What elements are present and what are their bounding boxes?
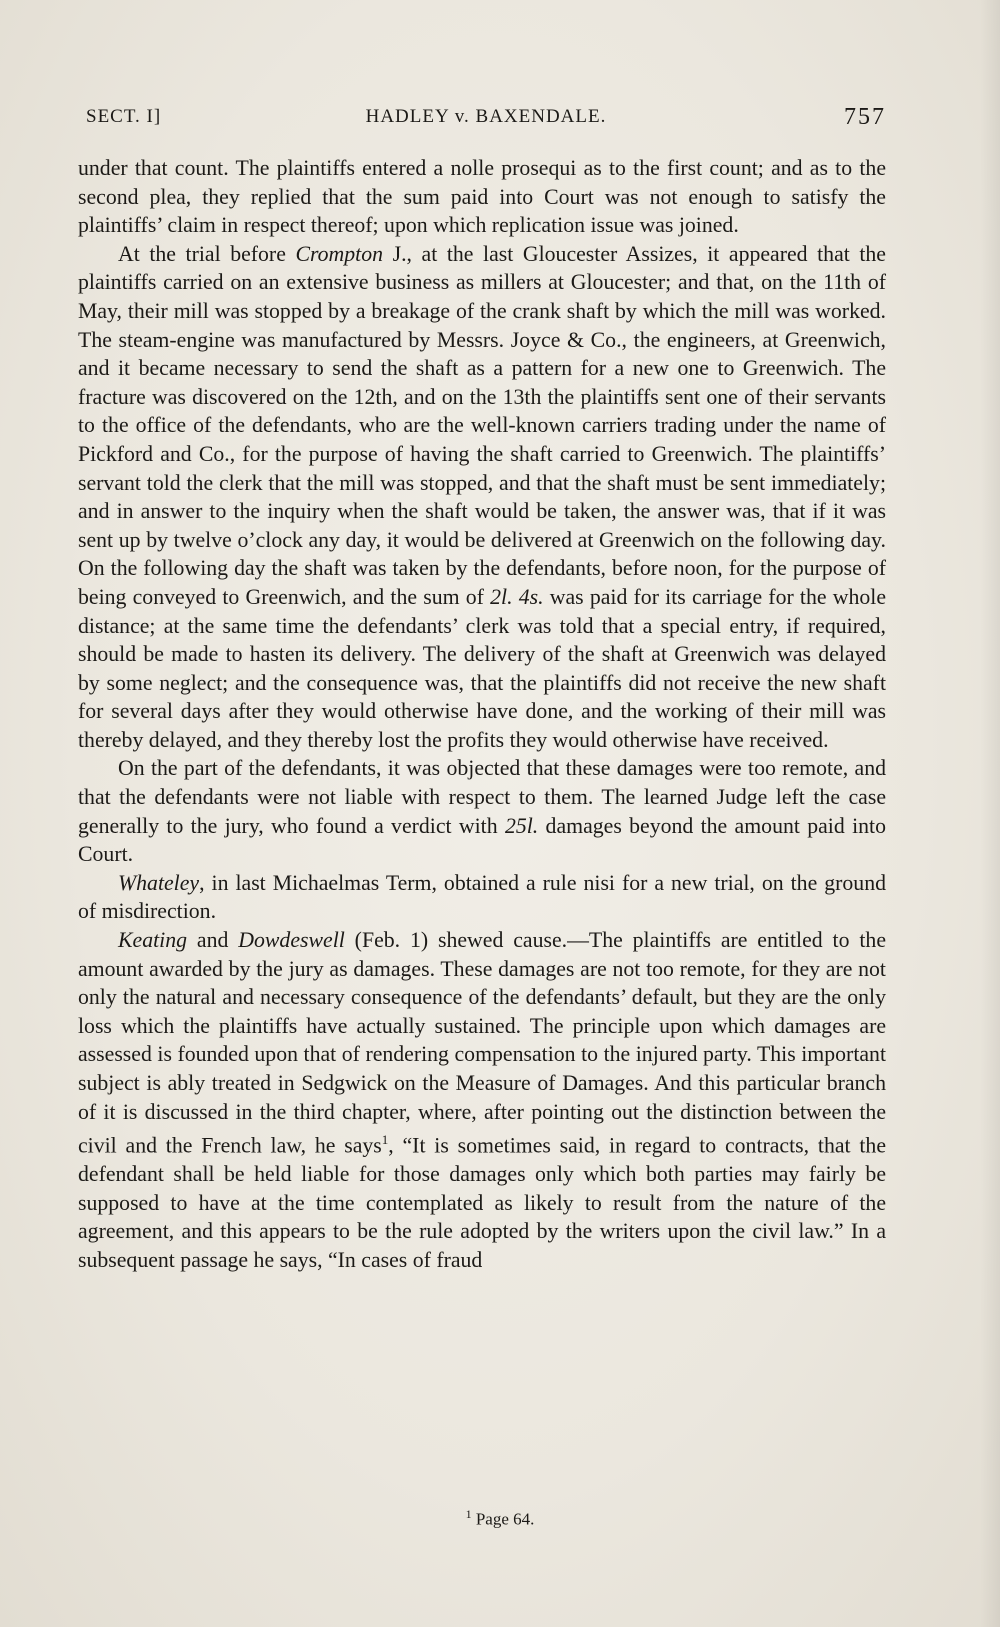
text-segment: damages beyond the amount paid into Court. xyxy=(78,813,886,867)
footnote-text: Page 64. xyxy=(471,1509,535,1529)
paragraph xyxy=(78,869,886,926)
italic-text: Keating xyxy=(118,928,188,953)
paragraph xyxy=(78,926,886,1274)
text-segment: , “It is sometimes said, in regard to contracts, that the defendant shall be held liable for those damages only which both parties may fairly be supposed to have at the time contemplated as likely to result from the nature of the agreement, and this appears to be the rule adopted by the writers upon the civil law.” In a subsequent passage he says, “In cases of fraud xyxy=(78,1133,886,1272)
text-segment: On the part of the defendants, it was objected that these damages were too remote, and that the defendants were not liable with respect to them. The learned Judge left the case generally to the jury, who found a verdict with xyxy=(78,756,886,838)
paragraph xyxy=(78,240,886,755)
text-segment: J., at the last Gloucester Assizes, it appeared that the plaintiffs carried on an extensive business as millers at Gloucester; and that, on the 11th of May, their mill was stopped by a breakage of the crank shaft by which the mill was worked. The steam-engine was manufactured by Messrs. Joyce & Co., the engineers, at Greenwich, and it became necessary to send the shaft as a pattern for a new one to Greenwich. The fracture was discovered on the 12th, and on the 13th the plaintiffs sent one of their servants to the office of the defendants, who are the well-known carriers trading under the name of Pickford and Co., for the purpose of having the shaft carried to Greenwich. The plaintiffs’ servant told the clerk that the mill was stopped, and that the shaft must be sent immediately; and in answer to the inquiry when the shaft would be taken, the answer was, that if it was sent up by twelve o’clock any day, it would be delivered at Greenwich on the following day. On the following day the shaft was taken by the defendants, before noon, for the purpose of being conveyed to Greenwich, and the sum of xyxy=(78,241,886,609)
running-header xyxy=(86,100,886,134)
text-segment: was paid for its carriage for the whole distance; at the same time the defendants’ clerk was told that a special entry, if required, should be made to hasten its delivery. The delivery of the shaft at Greenwich was delayed by some neglect; and the consequence was, that the plaintiffs did not receive the new shaft for several days after they would otherwise have done, and the working of their mill was thereby delayed, and they thereby lost the profits they would otherwise have received. xyxy=(78,584,887,752)
text-segment: under that count. The plaintiffs entered a nolle prosequi as to the first count; and as to the second plea, they replied that the sum paid into Court was not enough to satisfy the plaintiffs’ claim in respect thereof; upon which replication issue was joined. xyxy=(78,156,886,238)
text-segment: , in last Michaelmas Term, obtained a rule nisi for a new trial, on the ground of misdirection. xyxy=(78,870,886,924)
section-label: SECT. I] xyxy=(86,106,162,127)
text-segment: (Feb. 1) shewed cause.—The plaintiffs are entitled to the amount awarded by the jury as damages. These damages are not too remote, for they are not only the natural and necessary consequence of the defendants’ default, but they are the only loss which the plaintiffs have actually sustained. The principle upon which damages are assessed is founded upon that of rendering compensation to the injured party. This important subject is ably treated in Sedgwick on the Measure of Damages. And this particular branch of it is discussed in the third chapter, where, after pointing out the distinction between the civil and the French law, he says xyxy=(78,928,886,1158)
italic-text: Dowdeswell xyxy=(238,928,345,953)
text-segment: At the trial before xyxy=(118,241,296,266)
page-number: 757 xyxy=(844,104,886,130)
italic-text: Crompton xyxy=(295,241,384,266)
footnote-marker: 1 xyxy=(465,1507,472,1521)
footnote-reference: 1 xyxy=(381,1132,389,1148)
body-text xyxy=(78,154,886,1274)
italic-text: 2l. 4s. xyxy=(490,584,544,609)
case-title: HADLEY v. BAXENDALE. xyxy=(365,106,607,127)
italic-text: 25l. xyxy=(504,813,539,838)
paragraph xyxy=(78,154,886,240)
paragraph xyxy=(78,754,886,868)
text-segment: and xyxy=(187,928,239,953)
footnote xyxy=(0,1507,1000,1530)
page-edge-shadow xyxy=(980,0,1000,1627)
italic-text: Whateley xyxy=(118,870,200,895)
